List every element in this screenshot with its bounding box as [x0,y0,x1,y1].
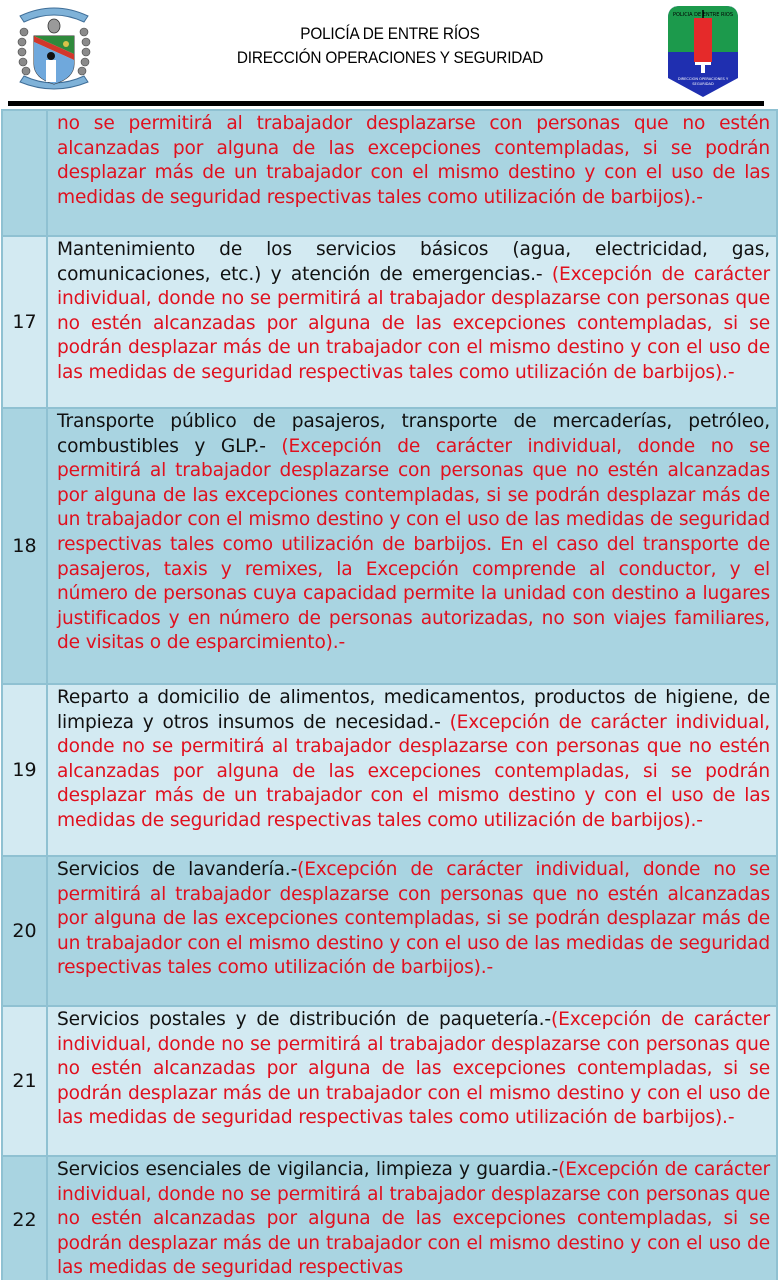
row-description [48,857,776,1005]
activity-text: Mantenimiento de los servicios básicos (agua, electricidad, gas, comunicaciones, etc.) y atención de emergencias.- [57,239,770,285]
row-description [48,111,776,235]
activity-text: Reparto a domicilio de alimentos, medicamentos, productos de higiene, de limpieza y otros insumos de necesidad.- [57,687,770,733]
row-description [48,685,776,855]
row-number: 22 [3,1157,48,1280]
row-description [48,1157,776,1280]
row-number: 17 [3,237,48,407]
row-description [48,1007,776,1155]
svg-text:SEGURIDAD: SEGURIDAD [692,82,714,86]
svg-text:POLICIA DE ENTRE RIOS: POLICIA DE ENTRE RIOS [672,12,734,18]
row-description [48,237,776,407]
activity-text: Servicios esenciales de vigilancia, limpieza y guardia.- [57,1159,559,1180]
activity-text: Transporte público de pasajeros, transporte de mercaderías, petróleo, combustibles y GLP.- [57,411,770,457]
exception-note: (Excepción de carácter individual, donde no se permitirá al trabajador desplazarse con personas que no estén alcanzadas por alguna de las excepciones contempladas, si se podrán desplazar más de un trabajador con el mismo destino y con el uso de las medidas de seguridad respectivas tales como utilización de barbijos).- [57,859,770,979]
row-number: 20 [3,857,48,1005]
coat-of-arms-icon [10,2,98,94]
table-row [1,685,778,857]
header-divider [8,101,764,106]
row-description [48,409,776,683]
operations-badge-icon [664,4,742,98]
table-row [1,1007,778,1157]
exception-note: (Excepción de carácter individual, donde no se permitirá al trabajador desplazarse con personas que no estén alcanzadas por alguna de las excepciones contempladas, si se podrán desplazar más de un trabajador con el mismo destino y con el uso de las medidas de seguridad respectivas [57,1159,770,1279]
title-line-1: POLICÍA DE ENTRE RÍOS [300,25,480,43]
exceptions-table [1,109,778,1280]
document-header [0,0,780,100]
table-row [1,111,778,237]
exception-note: (Excepción de carácter individual, donde no se permitirá al trabajador desplazarse con personas que no estén alcanzadas por alguna de las excepciones contempladas, si se podrán desplazar más de un trabajador con el mismo destino y con el uso de las medidas de seguridad respectivas tales como utilización de barbijos. En el caso del transporte de pasajeros, taxis y remixes, la Excepción comprende al conductor, y el número de personas cuya capacidad permite la unidad con destino a lugares justificados y en número de personas autorizadas, no son viajes familiares, de visitas o de esparcimiento).- [57,435,770,654]
title-line-2: DIRECCIÓN OPERACIONES Y SEGURIDAD [236,49,544,67]
table-row [1,409,778,685]
exception-note: no se permitirá al trabajador desplazarse con personas que no estén alcanzadas por alguna de las excepciones contempladas, si se podrán desplazar más de un trabajador con el mismo destino y con el uso de las medidas de seguridad respectivas tales como utilización de barbijos).- [57,113,770,208]
table-row [1,1157,778,1280]
activity-text: Servicios de lavandería.- [57,859,298,880]
activity-text: Servicios postales y de distribución de paquetería.- [57,1009,551,1030]
table-row [1,857,778,1007]
svg-text:DIRECCION OPERACIONES Y: DIRECCION OPERACIONES Y [677,77,729,81]
table-row [1,237,778,409]
row-number: 19 [3,685,48,855]
exception-note: (Excepción de carácter individual, donde no se permitirá al trabajador desplazarse con personas que no estén alcanzadas por alguna de las excepciones contempladas, si se podrán desplazar más de un trabajador con el mismo destino y con el uso de las medidas de seguridad respectivas tales como utilización de barbijos).- [57,711,771,831]
row-number [3,111,48,235]
institution-title [195,22,586,70]
exception-note: (Excepción de carácter individual, donde no se permitirá al trabajador desplazarse con personas que no estén alcanzadas por alguna de las excepciones contempladas, si se podrán desplazar más de un trabajador con el mismo destino y con el uso de las medidas de seguridad respectivas tales como utilización de barbijos).- [57,263,770,383]
row-number: 21 [3,1007,48,1155]
row-number: 18 [3,409,48,683]
exception-note: (Excepción de carácter individual, donde no se permitirá al trabajador desplazarse con personas que no estén alcanzadas por alguna de las excepciones contempladas, si se podrán desplazar más de un trabajador con el mismo destino y con el uso de las medidas de seguridad respectivas tales como utilización de barbijos).- [57,1009,770,1129]
